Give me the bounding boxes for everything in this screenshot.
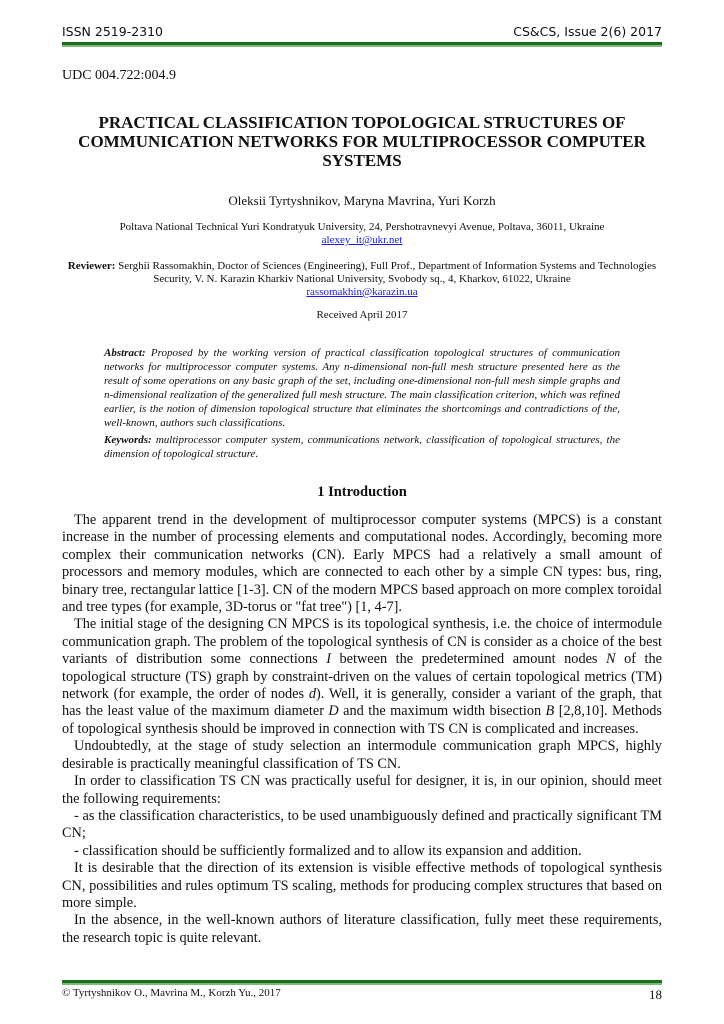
header-rule — [62, 42, 662, 47]
section-heading: 1 Introduction — [317, 484, 407, 500]
paper-title: PRACTICAL CLASSIFICATION TOPOLOGICAL STRUCTURES OF COMMUNICATION NETWORKS FOR MULTIPROCESSOR COMPUTER SYSTEMS — [78, 113, 646, 170]
authors: Oleksii Tyrtyshnikov, Maryna Mavrina, Yuri Korzh — [228, 193, 496, 208]
issn: ISSN 2519-2310 — [62, 24, 164, 39]
reviewer-block — [62, 260, 662, 299]
text-run: - classification should be sufficiently formalized and to allow its expansion and addition. — [74, 842, 582, 859]
udc: UDC 004.722:004.9 — [62, 68, 176, 83]
paragraph — [62, 843, 662, 860]
text-run: and the maximum width bisection — [338, 703, 546, 720]
received-date: Received April 2017 — [316, 309, 408, 321]
author-email-link[interactable]: alexey_it@ukr.net — [321, 234, 403, 246]
keywords-text: multiprocessor computer system, communications network, classification of topological structures, the dimension of topological structure. — [104, 434, 620, 460]
paragraph — [62, 616, 662, 738]
text-run: The initial stage of the designing CN MPCS is its topological synthesis, i.e. the choice of intermodule communication graph. The problem of the topological synthesis of CN is consider as a choice of the best variants of distribution some connections — [62, 616, 662, 668]
reviewer-text — [62, 260, 662, 286]
abstract-label: Abstract: — [104, 347, 146, 359]
text-run: Undoubtedly, at the stage of study selection an intermodule communication graph MPCS, highly desirable is practically meaningful classification of TS CN. — [62, 738, 662, 772]
text-run: ). Well, it is generally, consider a variant of the graph, that has the least value of the maximum diameter — [62, 686, 662, 720]
text-run: between the predetermined amount nodes — [330, 651, 607, 668]
text-run: of the topological structure (TS) graph by constraint-driven on the values of certain topological metrics (TM) network (for example, the order of nodes — [62, 651, 663, 703]
abstract — [104, 346, 620, 430]
affiliation-block — [62, 221, 662, 247]
math-symbol: B — [545, 703, 555, 720]
paragraph — [62, 808, 662, 843]
affiliation: Poltava National Technical Yuri Kondratyuk University, 24, Pershotravnevyi Avenue, Poltava, 36011, Ukraine — [119, 221, 605, 233]
paragraph — [62, 512, 662, 616]
journal-issue: CS&CS, Issue 2(6) 2017 — [513, 24, 662, 39]
math-symbol: I — [326, 651, 331, 668]
abstract-text: Proposed by the working version of practical classification topological structures of communication networks for multiprocessor computer systems. Any n-dimensional non-full mesh structure presented here as the result of some operations on any basic graph of the set, including one-dimensional non-full mesh simple graphs and n-dimensional realization of the generalized full mesh structure. The main classification criterion, which was refined earlier, is the notion of dimension topological structure that eliminates the shortcomings and contradictions of the, well-known, authors such classifications. — [104, 347, 620, 429]
paragraph — [62, 860, 662, 912]
paragraph — [62, 738, 662, 773]
text-run: In order to classification TS CN was practically useful for designer, it is, in our opinion, should meet the following requirements: — [62, 773, 662, 807]
math-symbol: D — [328, 703, 339, 720]
text-run: It is desirable that the direction of its extension is visible effective methods of topological synthesis CN, possibilities and rules optimum TS scaling, methods for producing complex structures that based on more simple. — [62, 860, 662, 911]
math-symbol: N — [606, 651, 616, 668]
text-run: - as the classification characteristics, to be used unambiguously defined and practically significant TM CN; — [62, 807, 662, 842]
keywords — [104, 433, 620, 461]
page-number: 18 — [649, 987, 662, 1002]
footer — [62, 987, 662, 1003]
running-header — [62, 24, 662, 39]
text-run: In the absence, in the well-known authors of literature classification, fully meet these requirements, the research topic is quite relevant. — [62, 912, 662, 946]
reviewer-details: Serghii Rassomakhin, Doctor of Sciences (Engineering), Full Prof., Department of Information Systems and Technologies Security, V. N. Karazin Kharkiv National University, Svobody sq., 4, Kharkov, 61022, Ukraine — [115, 260, 657, 285]
body-text — [62, 512, 662, 947]
paragraph — [62, 773, 662, 808]
reviewer-label: Reviewer: — [67, 260, 116, 272]
paragraph — [62, 912, 662, 947]
keywords-label: Keywords: — [104, 434, 152, 446]
copyright: © Tyrtyshnikov O., Mavrina M., Korzh Yu., 2017 — [62, 987, 281, 999]
math-symbol: d — [308, 686, 317, 703]
text-run: The apparent trend in the development of multiprocessor computer systems (MPCS) is a constant increase in the number of processing elements and computational nodes. Accordingly, becoming more complex their communication networks (CN). Early MPCS had a relatively a small amount of processors and memory modules, which are connected to each other by a simple CN types: bus, ring, binary tree, rectangular lattice [1-3]. CN of the modern MPCS based approach on more complex toroidal and tree types (for example, 3D-torus or "fat tree") [1, 4-7]. — [62, 512, 662, 616]
footer-rule — [62, 980, 662, 985]
reviewer-email-link[interactable]: rassomakhin@karazin.ua — [306, 286, 418, 298]
text-run: [2,8,10]. Methods of topological synthesis should be improved in connection with TS CN is complicated and increases. — [62, 703, 662, 737]
